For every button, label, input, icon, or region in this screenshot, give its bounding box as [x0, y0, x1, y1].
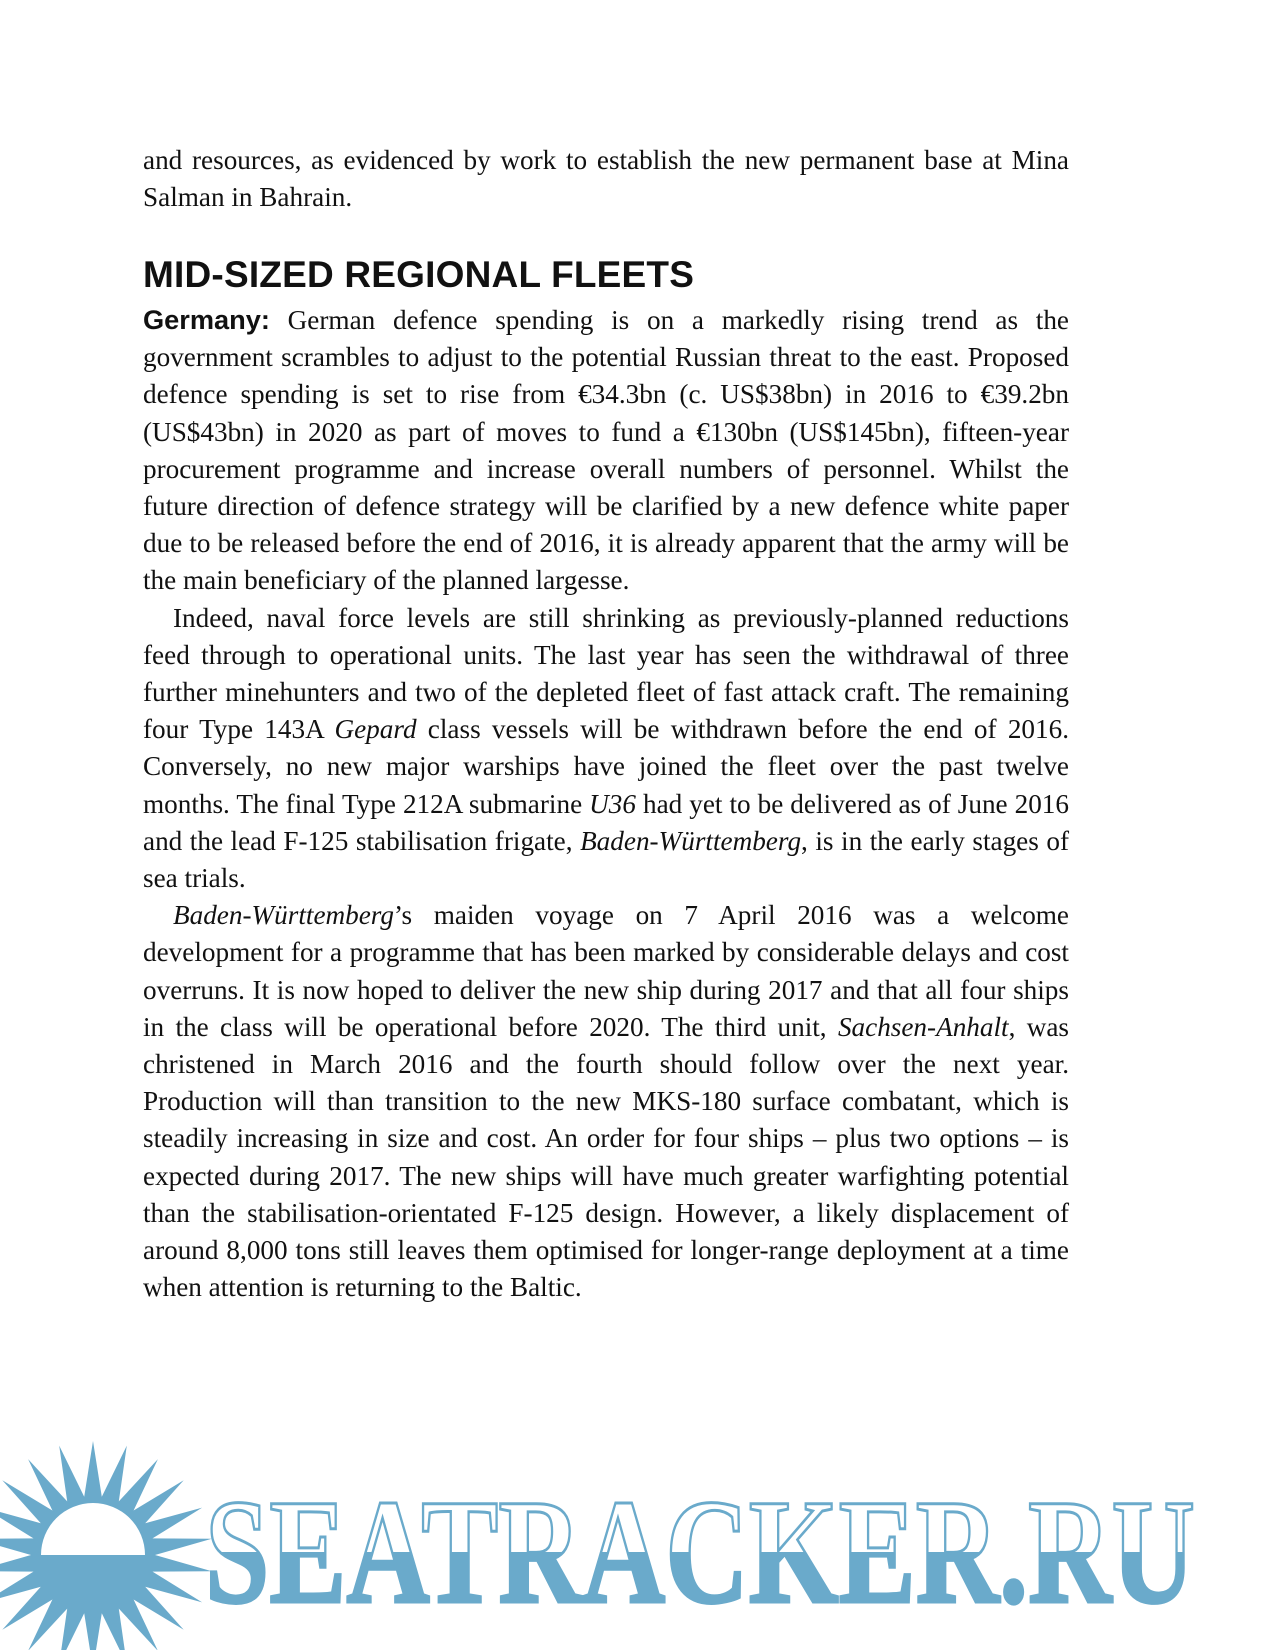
ship-name: Baden-Württemberg: [173, 900, 394, 931]
ship-name: Gepard: [334, 714, 417, 745]
text-run: Indeed, naval force levels are still shrinking as previously-planned reductions feed through to operational units. The last year has seen the withdrawal of three further minehunters and two of the depleted fleet of fast attack craft. The remaining four Type 143A: [143, 602, 1069, 745]
text-run: class vessels will be withdrawn before the end of 2016. Conversely, no new major warships have joined the fleet over the past twelve months. The final Type 212A submarine: [143, 714, 1069, 819]
text-run: , was christened in March 2016 and the fourth should follow over the next year. Production will than transition to the new MKS-180 surface combatant, which is steadily increasing in size and cost. An order for four ships – plus two options – is expected during 2017. The new ships will have much greater warfighting potential than the stabilisation-orientated F-125 design. However, a likely displacement of around 8,000 tons still leaves them optimised for longer-range deployment at a time when attention is returning to the Baltic.: [143, 1011, 1069, 1303]
intro-text: and resources, as evidenced by work to establish the new permanent base at Mina Salman in Bahrain.: [143, 145, 1069, 213]
watermark-text: SEATRACKER.RU: [205, 1469, 1195, 1635]
paragraph-naval-levels: [143, 600, 1069, 898]
text-run: had yet to be delivered as of June 2016 and the lead F-125 stabilisation frigate,: [143, 788, 1069, 856]
sun-icon: [0, 1441, 212, 1650]
paragraph-lead: Germany:: [143, 304, 270, 335]
paragraph-text: German defence spending is on a markedly rising trend as the government scrambles to adjust to the potential Russian threat to the east. Proposed defence spending is set to rise from €34.3bn (c. US$38bn) in 2016 to €39.2bn (US$43bn) in 2020 as part of moves to fund a €130bn (US$145bn), fifteen-year procurement programme and increase overall numbers of personnel. Whilst the future direction of defence strategy will be clarified by a new defence white paper due to be released before the end of 2016, it is already apparent that the army will be the main beneficiary of the planned largesse.: [143, 305, 1069, 596]
text-run: , is in the early stages of sea trials.: [143, 825, 1069, 894]
text-run: ’s maiden voyage on 7 April 2016 was a welcome development for a programme that has been marked by considerable delays and cost overruns. It is now hoped to deliver the new ship during 2017 and that all four ships in the class will be operational before 2020. The third unit,: [143, 900, 1069, 1042]
body-text: [143, 301, 1069, 1306]
ship-name: Baden-Württemberg: [580, 825, 802, 856]
paragraph-germany: [143, 301, 1069, 600]
section-heading: MID-SIZED REGIONAL FLEETS: [143, 254, 695, 295]
paragraph-baden-wurttemberg: [143, 897, 1069, 1306]
ship-name: U36: [589, 788, 636, 819]
ship-name: Sachsen-Anhalt: [837, 1011, 1009, 1042]
seatracker-watermark-logo: [0, 1380, 1275, 1650]
intro-paragraph: [143, 142, 1069, 216]
